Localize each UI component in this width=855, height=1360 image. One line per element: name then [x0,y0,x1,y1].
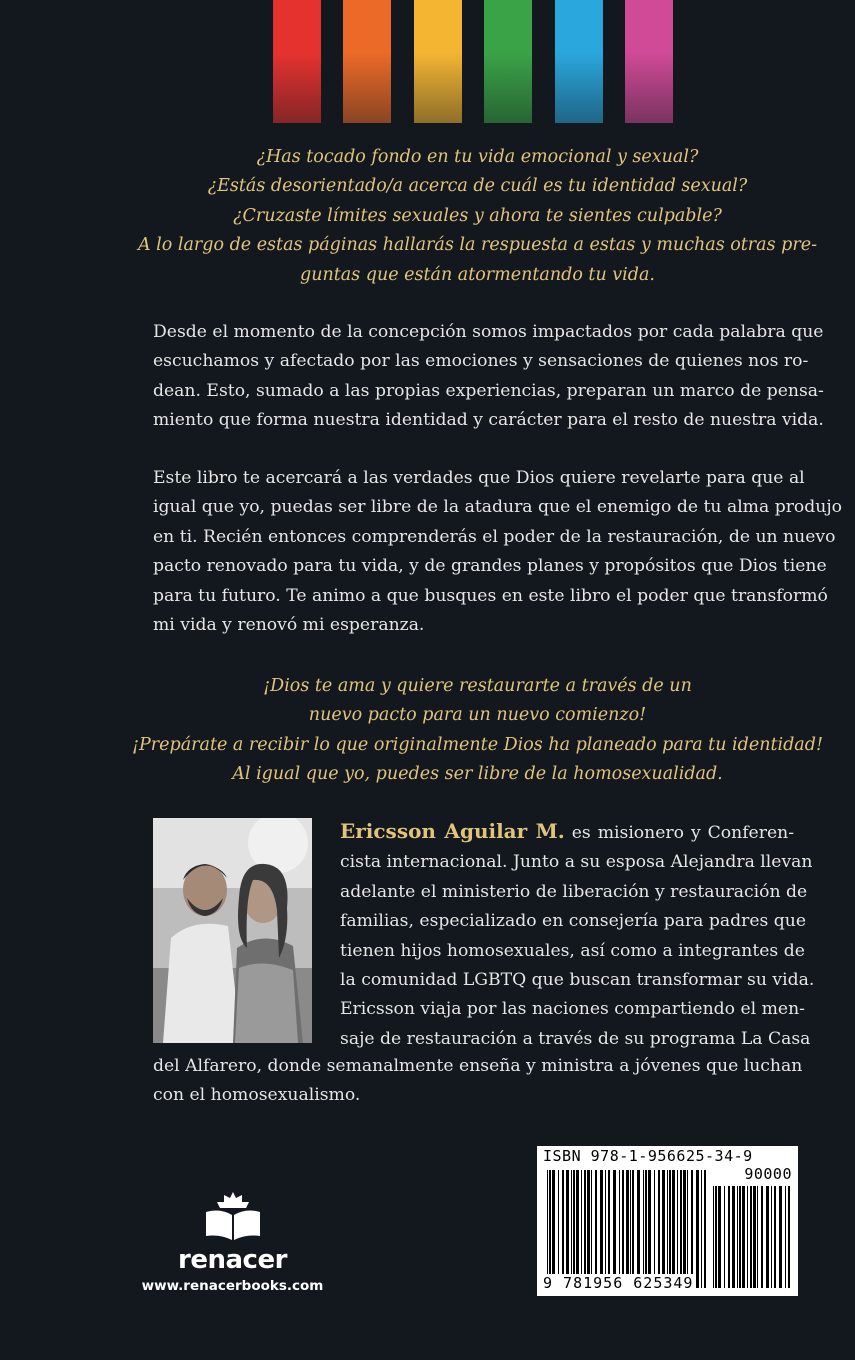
barcode-bar [549,1170,551,1288]
paragraph-line: en ti. Recién entonces comprenderás el poder de la restauración, de un nuevo [153,526,836,547]
intro-line: ¿Estás desorientado/a acerca de cuál es tu identidad sexual? [207,176,748,197]
publisher-logo [140,1190,325,1300]
bio-line: tienen hijos homosexuales, así como a integrantes de [340,940,805,961]
barcode-bar [619,1170,620,1288]
barcode-bar [648,1170,651,1288]
barcode-bar [613,1170,616,1288]
barcode-bar [715,1186,717,1288]
barcode-bar [739,1186,741,1288]
barcode-bar [552,1170,555,1288]
barcode-bar [630,1170,631,1288]
barcode-bar [728,1186,730,1288]
barcode-bar [785,1186,786,1288]
intro-questions [120,143,835,290]
stripe-red [273,0,321,123]
barcode-bar [771,1186,772,1288]
barcode-bar [622,1170,624,1288]
barcode-bar [658,1170,660,1288]
paragraph-line: mi vida y renovó mi esperanza. [153,615,425,636]
stripe-green [484,0,532,123]
barcode-bar [608,1170,610,1288]
paragraph-line: para tu futuro. Te animo a que busques en este libro el poder que transformó [153,585,828,606]
barcode-bar [632,1170,634,1288]
barcode-bar [605,1170,606,1288]
barcode-bar [737,1186,738,1288]
barcode-bar [788,1186,790,1288]
barcode-bar [595,1170,597,1288]
author-name: Ericsson Aguilar M. [340,819,565,843]
barcode-bar [591,1170,592,1288]
stripe-blue [555,0,603,123]
barcode-bar [667,1170,668,1288]
barcode-bar [683,1170,686,1288]
barcode-bar [774,1186,776,1288]
bio-first-line [340,817,794,848]
closing-line: nuevo pacto para un nuevo comienzo! [308,705,647,726]
bio-line: saje de restauración a través de su programa La Casa [340,1028,811,1049]
isbn-label: ISBN 978-1-956625-34-9 [543,1147,753,1165]
barcode-bar [562,1170,564,1288]
barcode-bar [766,1186,769,1288]
barcode-bar [547,1170,548,1288]
price-code: 90000 [744,1165,792,1183]
author-couple-illustration [153,818,312,1043]
isbn-barcode [537,1146,798,1296]
publisher-name: renacer [178,1245,287,1275]
barcode-bar [704,1170,706,1288]
bio-line: adelante el ministerio de liberación y restauración de [340,881,808,902]
barcode-bar [779,1186,782,1288]
stripe-yellow [414,0,462,123]
barcode-bar [566,1170,569,1288]
barcode-bar [747,1186,748,1288]
paragraph-line: pacto renovado para tu vida, y de grandes planes y propósitos que Dios tiene [153,556,827,577]
paragraph-line: miento que forma nuestra identidad y carácter para el resto de nuestra vida. [153,410,824,431]
publisher-url[interactable]: www.renacerbooks.com [141,1278,324,1294]
rainbow-stripes [0,0,855,124]
barcode-bar [600,1170,603,1288]
barcode-bar [696,1170,699,1288]
barcode-bar [558,1170,559,1288]
barcode-bar [584,1170,586,1288]
barcode-bar [669,1170,671,1288]
ean-barcode-bars [547,1170,707,1288]
barcode-bar [718,1186,721,1288]
author-bio [340,817,815,1054]
barcode-bar [761,1186,763,1288]
barcode-bar [662,1170,665,1288]
barcode-bar [576,1170,579,1288]
closing-line: ¡Prepárate a recibir lo que originalmente Dios ha planeado para tu identidad! [132,734,823,755]
author-bio-continued [153,1052,803,1111]
barcode-bar [750,1186,752,1288]
paragraph-line: Desde el momento de la concepción somos impactados por cada palabra que [153,322,824,342]
barcode-bar [691,1170,693,1288]
barcode-bar [713,1186,714,1288]
barcode-bar [654,1170,655,1288]
stripe-orange [343,0,391,123]
bio-line: familias, especializado en consejería para padres que [340,911,807,932]
open-book-sunrise-icon [202,1190,264,1244]
closing-line: ¡Dios te ama y quiere restaurarte a través de un [263,676,692,696]
barcode-bar [626,1170,629,1288]
author-photo [153,818,312,1043]
intro-line: A lo largo de estas páginas hallarás la respuesta a estas y muchas otras pre- [137,235,817,256]
barcode-bar [687,1170,688,1288]
barcode-bar [732,1186,735,1288]
stripe-magenta [625,0,673,123]
description-paragraph-1 [153,318,824,436]
description-paragraph-2 [153,464,843,640]
intro-line: ¿Cruzaste límites sexuales y ahora te sientes culpable? [233,205,722,226]
barcode-bar [645,1170,647,1288]
barcode-bar [573,1170,575,1288]
barcode-bar [643,1170,644,1288]
ean-number: 9 781956 625349 [543,1274,694,1292]
bio-first-line-text: es misionero y Conferen- [564,823,794,843]
barcode-bar [677,1170,678,1288]
paragraph-line: igual que yo, puedas ser libre de la atadura que el enemigo de tu alma produjo [153,497,843,518]
bio-line: con el homosexualismo. [153,1085,361,1106]
bio-line: la comunidad LGBTQ que buscan transformar su vida. [340,970,815,991]
barcode-bar [742,1186,745,1288]
barcode-bar [701,1170,702,1288]
barcode-bar [571,1170,572,1288]
bio-line: cista internacional. Junto a su esposa Alejandra llevan [340,852,813,873]
closing-message [120,672,835,790]
barcode-bar [672,1170,675,1288]
paragraph-line: dean. Esto, sumado a las propias experiencias, preparan un marco de pensa- [153,380,824,401]
barcode-bar [724,1186,725,1288]
barcode-bar [753,1186,756,1288]
closing-line: Al igual que yo, puedes ser libre de la homosexualidad. [232,764,723,785]
intro-line: guntas que están atormentando tu vida. [300,264,655,285]
barcode-bar [680,1170,682,1288]
barcode-bar [581,1170,582,1288]
addon-barcode-bars [713,1186,791,1288]
paragraph-line: Este libro te acercará a las verdades que Dios quiere revelarte para que al [153,468,805,488]
barcode-bar [637,1170,640,1288]
bio-line: del Alfarero, donde semanalmente enseña y ministra a jóvenes que luchan [153,1056,803,1076]
bio-line: Ericsson viaja por las naciones compartiendo el men- [340,999,805,1020]
barcode-bar [587,1170,590,1288]
intro-line: ¿Has tocado fondo en tu vida emocional y sexual? [256,147,699,167]
barcode-bar [757,1186,758,1288]
paragraph-line: escuchamos y afectado por las emociones y sensaciones de quienes nos ro- [153,351,809,372]
